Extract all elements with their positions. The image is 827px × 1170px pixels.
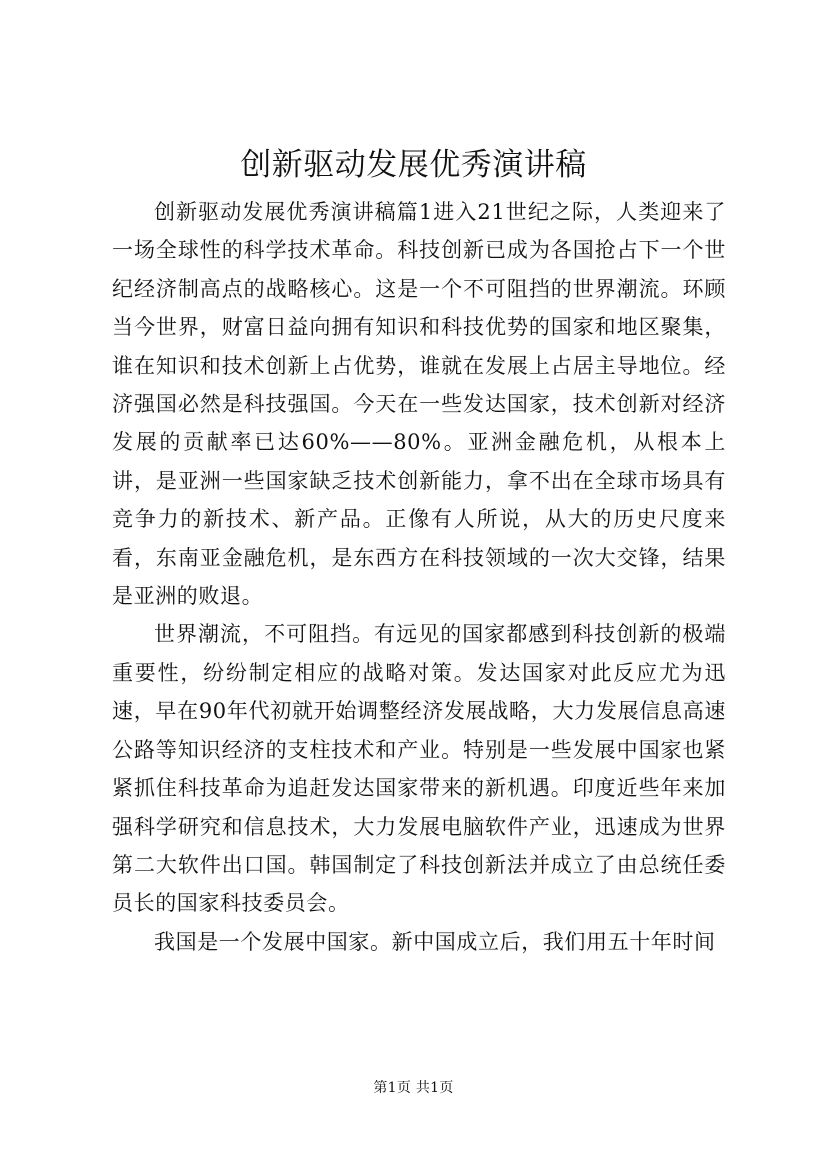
paragraph-1: 创新驱动发展优秀演讲稿篇1进入21世纪之际，人类迎来了一场全球性的科学技术革命。科技创新已成为各国抢占下一个世纪经济制高点的战略核心。这是一个不可阻挡的世界潮流。环顾当今世界，财富日益向拥有知识和科技优势的国家和地区聚集，谁在知识和技术创新上占优势，谁就在发展上占居主导地位。经济强国必然是科技强国。今天在一些发达国家，技术创新对经济发展的贡献率已达60%——80%。亚洲金融危机，从根本上讲，是亚洲一些国家缺乏技术创新能力，拿不出在全球市场具有竞争力的新技术、新产品。正像有人所说，从大的历史尺度来看，东南亚金融危机，是东西方在科技领域的一次大交锋，结果是亚洲的败退。	[112, 200, 726, 609]
page-footer: 第1页 共1页	[373, 1080, 454, 1096]
paragraph-3: 我国是一个发展中国家。新中国成立后，我们用五十年时间	[154, 929, 716, 954]
document-title: 创新驱动发展优秀演讲稿	[240, 147, 587, 183]
document-body	[112, 193, 726, 961]
paragraph-2: 世界潮流，不可阻挡。有远见的国家都感到科技创新的极端重要性，纷纷制定相应的战略对策。发达国家对此反应尤为迅速，早在90年代初就开始调整经济发展战略，大力发展信息高速公路等知识经济的支柱技术和产业。特别是一些发展中国家也紧紧抓住科技革命为追赶发达国家带来的新机遇。印度近些年来加强科学研究和信息技术，大力发展电脑软件产业，迅速成为世界第二大软件出口国。韩国制定了科技创新法并成立了由总统任委员长的国家科技委员会。	[112, 622, 726, 916]
